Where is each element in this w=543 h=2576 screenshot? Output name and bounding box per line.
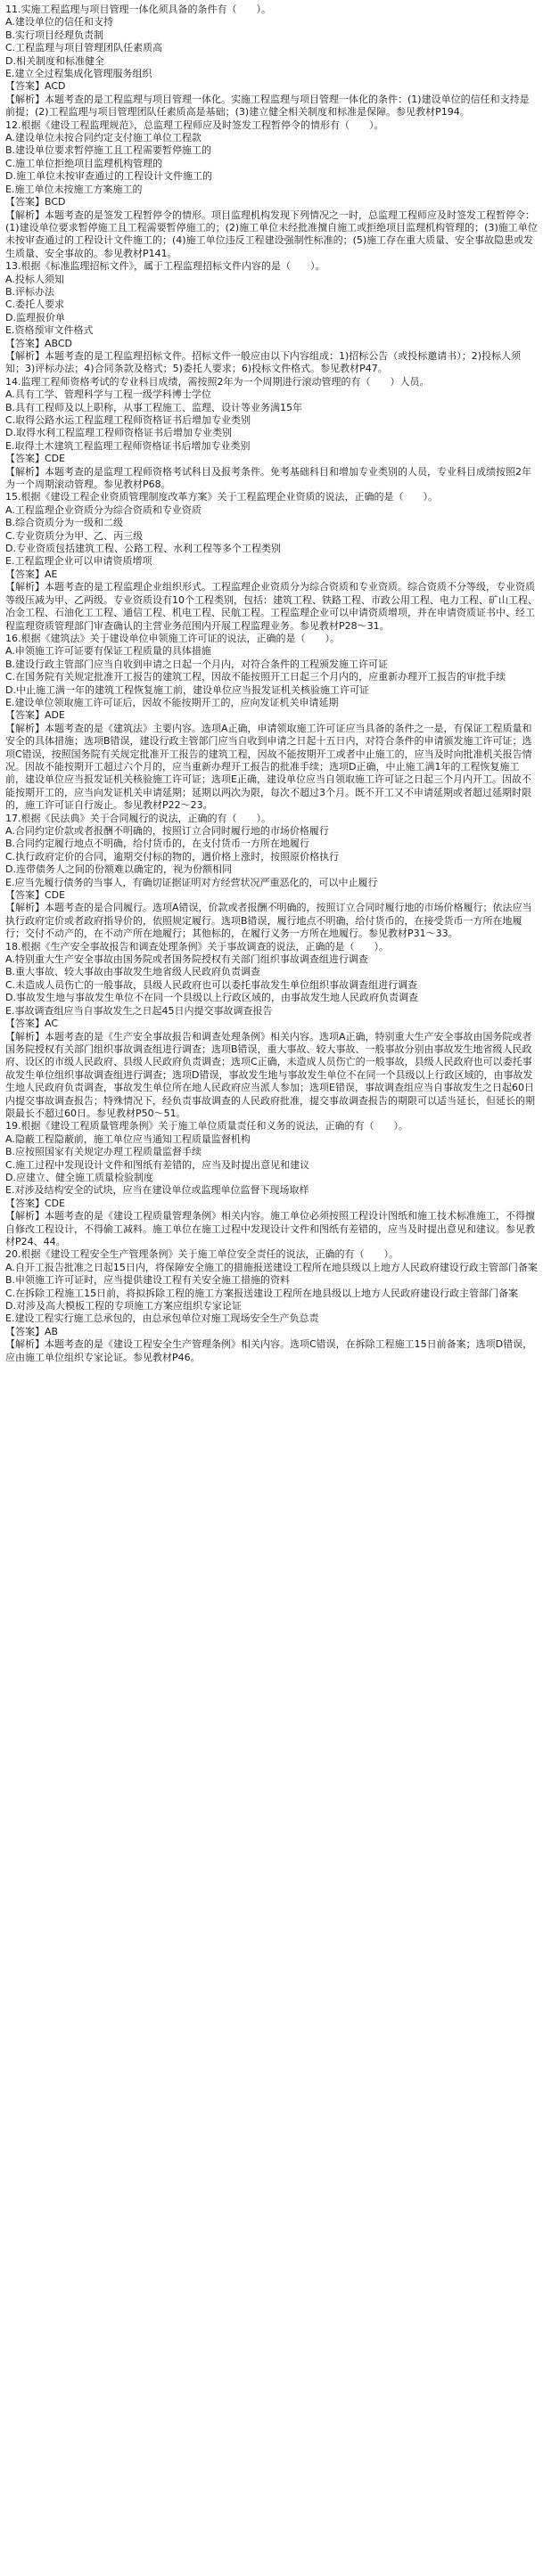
option-e: E.取得土木建筑工程监理工程师资格证书后增加专业类别 xyxy=(5,439,251,452)
option-c: C.工程监理与项目管理团队任素质高 xyxy=(5,42,163,54)
option-e: E.应当先履行债务的当事人，有确切证据证明对方经营状况严重恶化的，可以中止履行 xyxy=(5,876,378,888)
answer-line xyxy=(5,453,538,465)
question-item xyxy=(5,376,538,492)
answer-line xyxy=(5,568,538,581)
answer-line xyxy=(5,1198,538,1210)
option-b: B.实行项目经理负责制 xyxy=(5,29,104,41)
analysis-label: 【解析】 xyxy=(5,581,45,593)
question-stem: 13.根据《标准监理招标文件》，属于工程监理招标文件内容的是（ ）。 xyxy=(5,260,325,273)
option-c: C.在拆除工程施工15日前，将拟拆除工程的施工方案报送建设工程所在地县级以上地方人民政府建设行政主管部门备案 xyxy=(5,1287,519,1299)
answer-value: CDE xyxy=(45,1197,66,1209)
question-stem: 19.根据《建设工程质量管理条例》关于施工单位质量责任和义务的说法，正确的有（ ）。 xyxy=(5,1120,408,1133)
option-d: D.连带债务人之间的份额难以确定的，视为份额相同 xyxy=(5,863,232,876)
analysis-label: 【解析】 xyxy=(5,209,45,221)
analysis-text: 本题考查的是合同履行。选项A错误，价款或者报酬不明确的，按照订立合同时履行地的市场价格履行；依法应当执行政府定价或者政府指导价的，依照规定履行。选项B错误，履行地点不明确，给付货币的，在接受货币一方所在地履行；交付不动产的，在不动产所在地履行；其他标的，在履行义务一方所在地履行。参见教材P31～33。 xyxy=(5,902,532,940)
question-item xyxy=(5,1248,538,1364)
answer-line xyxy=(5,196,538,209)
answer-value: CDE xyxy=(45,453,66,465)
question-item xyxy=(5,941,538,1121)
option-e: E.事故调查组应当自事故发生之日起45日内提交事故调查报告 xyxy=(5,1004,273,1017)
answer-label: 【答案】 xyxy=(5,1325,45,1337)
option-e: E.建设单位领取施工许可证后，因故不能按期开工的，应向发证机关申请延期 xyxy=(5,696,339,708)
answer-label: 【答案】 xyxy=(5,196,45,209)
analysis-label: 【解析】 xyxy=(5,465,45,478)
answer-value: ADE xyxy=(45,709,65,722)
option-e: E.建设工程实行施工总承包的，由总承包单位对施工现场安全生产负总责 xyxy=(5,1313,319,1325)
question-stem: 14.监理工程师资格考试的专业科目成绩，需按照2年为一个周期进行滚动管理的有（ ）人员。 xyxy=(5,375,430,388)
question-item xyxy=(5,4,538,119)
analysis-label: 【解析】 xyxy=(5,1338,45,1351)
option-d: D.对涉及高大模板工程的专项施工方案应组织专家论证 xyxy=(5,1300,242,1313)
option-b: B.重大事故、较大事故由事故发生地省级人民政府负责调查 xyxy=(5,966,261,978)
option-e: E.建立全过程集成化管理服务组织 xyxy=(5,68,152,80)
question-stem: 17.根据《民法典》关于合同履行的说法，正确的有（ ）。 xyxy=(5,812,271,824)
question-item xyxy=(5,633,538,813)
analysis xyxy=(5,350,538,376)
analysis-text: 本题考查的是监理工程师资格考试科目及报考条件。免考基础科目和增加专业类别的人员，专业科目成绩按照2年为一个周期滚动管理。参见教材P68。 xyxy=(5,465,531,491)
option-c: C.取得公路水运工程监理工程师资格证书后增加专业类别 xyxy=(5,414,251,426)
answer-label: 【答案】 xyxy=(5,453,45,465)
analysis xyxy=(5,1338,538,1364)
question-item xyxy=(5,260,538,376)
analysis xyxy=(5,209,538,261)
option-b: B.具有工程师及以上职称，从事工程施工、监理、设计等业务满15年 xyxy=(5,401,303,413)
answer-line xyxy=(5,889,538,902)
option-b: B.建设行政主管部门应当自收到申请之日起一个月内，对符合条件的工程颁发施工许可证 xyxy=(5,658,389,670)
option-d: D.施工单位未按审查通过的工程设计文件施工的 xyxy=(5,170,212,183)
analysis xyxy=(5,466,538,492)
option-b: B.申领施工许可证时，应当提供建设工程有关安全施工措施的资料 xyxy=(5,1274,291,1287)
option-c: C.专业资质分为甲、乙、丙三级 xyxy=(5,529,144,542)
option-d: D.监理报价单 xyxy=(5,311,65,323)
analysis xyxy=(5,723,538,813)
option-a: A.投标人须知 xyxy=(5,273,64,285)
option-d: D.中止施工满一年的建筑工程恢复施工前，建设单位应当报发证机关核验施工许可证 xyxy=(5,683,369,696)
answer-label: 【答案】 xyxy=(5,1197,45,1209)
option-b: B.建设单位要求暂停施工且工程需要暂停施工的 xyxy=(5,144,212,157)
option-a: A.申领施工许可证要有保证工程质量的具体措施 xyxy=(5,645,211,658)
analysis-text: 本题考查的是《生产安全事故报告和调查处理条例》相关内容。选项A正确，特别重大生产安全事故由国务院或者国务院授权有关部门组织事故调查组进行调查；选项B错误，重大事故、较大事故、一般事故分别由事故发生地省级人民政府、设区的市级人民政府、县级人民政府负责调查；选项C正确，未造成人员伤亡的一般事故，县级人民政府也可以委托事故发生单位组织事故调查组进行调查；选项D错误，事故发生地与事故发生单位不在同一个县级以上行政区域的，由事故发生地人民政府负责调查，事故发生单位所在地人民政府应当派人参加；选项E错误，事故调查组应当自事故发生之日起60日内提交事故调查报告；特殊情况下，经负责事故调查的人民政府批准，提交事故调查报告的期限可以适当延长，但延长的期限最长不超过60日。参见教材P50～51。 xyxy=(5,1030,535,1119)
question-item xyxy=(5,813,538,941)
question-stem: 18.根据《生产安全事故报告和调查处理条例》关于事故调查的说法，正确的是（ ）。 xyxy=(5,940,389,953)
answer-line xyxy=(5,338,538,350)
option-a: A.合同约定价款或者报酬不明确的，按照订立合同时履行地的市场价格履行 xyxy=(5,825,329,837)
option-a: A.具有工学、管理科学与工程一级学科博士学位 xyxy=(5,388,211,401)
analysis xyxy=(5,94,538,119)
answer-line xyxy=(5,80,538,93)
analysis-text: 本题考查的是工程监理招标文件。招标文件一般应由以下内容组成：1)招标公告（或投标邀请书）；2)投标人须知；3)评标办法；4)合同条款及格式；5)委托人要求；6)投标文件格式。参见教材P47。 xyxy=(5,349,522,375)
analysis xyxy=(5,902,538,940)
option-d: D.取得水利工程监理工程师资格证书后增加专业类别 xyxy=(5,427,232,439)
option-e: E.对涉及结构安全的试块，应当在建设单位或监理单位监督下现场取样 xyxy=(5,1184,309,1197)
option-e: E.资格预审文件格式 xyxy=(5,324,94,337)
answer-label: 【答案】 xyxy=(5,80,45,93)
answer-value: BCD xyxy=(45,196,66,209)
analysis-text: 本题考查的是工程监理与项目管理一体化。实施工程监理与项目管理一体化的条件：(1)建设单位的信任和支持是前提；(2)工程监理与项目管理团队任素质高是基础；(3)建立健全相关制度和标准是保障。参见教材P194。 xyxy=(5,93,530,119)
question-stem: 15.根据《建设工程企业资质管理制度改革方案》关于工程监理企业资质的说法，正确的是（ ）。 xyxy=(5,491,438,503)
option-d: D.相关制度和标准健全 xyxy=(5,54,104,67)
option-d: D.应建立、健全施工质量检验制度 xyxy=(5,1171,153,1183)
analysis-label: 【解析】 xyxy=(5,349,45,362)
option-c: C.执行政府定价的合同，逾期交付标的物的，遇价格上涨时，按照原价格执行 xyxy=(5,850,340,863)
option-e: E.工程监理企业可以申请资质增项 xyxy=(5,555,152,568)
question-stem: 20.根据《建设工程安全生产管理条例》关于施工单位安全责任的说法，正确的有（ ）。 xyxy=(5,1248,399,1261)
option-a: A.建设单位的信任和支持 xyxy=(5,16,113,29)
option-b: B.评标办法 xyxy=(5,285,55,298)
analysis-text: 本题考查的是签发工程暂停令的情形。项目监理机构发现下列情况之一时，总监理工程师应及时签发工程暂停令：(1)建设单位要求暂停施工且工程需要暂停施工的；(2)施工单位未经批准擅自施工或拒绝项目监理机构管理的；(3)施工单位未按审查通过的工程设计文件施工的；(4)施工单位违反工程建设强制性标准的；(5)施工存在重大质量、安全事故隐患或发生质量、安全事故的。参见教材P141。 xyxy=(5,209,538,259)
option-a: A.隐蔽工程隐蔽前，施工单位应当通知工程质量监督机构 xyxy=(5,1133,251,1145)
answer-line xyxy=(5,1326,538,1338)
option-b: B.合同约定履行地点不明确，给付货币的，在支付货币一方所在地履行 xyxy=(5,838,310,850)
answer-value: AC xyxy=(45,1018,59,1030)
option-a: A.工程监理企业资质分为综合资质和专业资质 xyxy=(5,503,202,516)
question-stem: 16.根据《建筑法》关于建设单位申领施工许可证的说法，正确的是（ ）。 xyxy=(5,632,340,644)
answer-label: 【答案】 xyxy=(5,1018,45,1030)
answer-line xyxy=(5,709,538,722)
answer-label: 【答案】 xyxy=(5,709,45,722)
option-c: C.施工单位拒绝项目监理机构管理的 xyxy=(5,157,163,169)
analysis-text: 本题考查的是《建设工程安全生产管理条例》相关内容。选项C错误，在拆除工程施工15日前备案；选项D错误，应由施工单位组织专家论证。参见教材P46。 xyxy=(5,1338,533,1363)
answer-label: 【答案】 xyxy=(5,889,45,902)
analysis xyxy=(5,1210,538,1248)
analysis-label: 【解析】 xyxy=(5,93,45,105)
option-d: D.事故发生地与事故发生单位不在同一个县级以上行政区域的，由事故发生地人民政府负责调查 xyxy=(5,992,418,1004)
analysis-text: 本题考查的是工程监理企业组织形式。工程监理企业资质分为综合资质和专业资质。综合资质不分等级，专业资质等级压减为甲、乙两级。专业资质设有10个工程类别，包括：建筑工程、铁路工程、市政公用工程、电力工程、矿山工程、冶金工程、石油化工工程、通信工程、机电工程、民航工程。工程监理企业可以申请资质增项，并在申请资质证书中、经工程监理资质管理部门审查确认的主营业务范围内开展工程监理业务。参见教材P28～31。 xyxy=(5,581,538,632)
option-c: C.在国务院有关规定批准开工报告的建筑工程，因故不能按照开工日起三个月内的，应重新办理开工报告的审批手续 xyxy=(5,671,506,683)
question-stem: 12.根据《建设工程监理规范》，总监理工程师应及时签发工程暂停令的情形有（ ）。 xyxy=(5,119,384,131)
answer-value: AE xyxy=(45,568,58,580)
analysis-label: 【解析】 xyxy=(5,1210,45,1223)
analysis-label: 【解析】 xyxy=(5,722,45,734)
option-e: E.施工单位未按施工方案施工的 xyxy=(5,183,143,195)
analysis xyxy=(5,1031,538,1121)
answer-line xyxy=(5,1018,538,1030)
question-item xyxy=(5,1120,538,1248)
option-a: A.特别重大生产安全事故由国务院或者国务院授权有关部门组织事故调查组进行调查 xyxy=(5,953,368,966)
option-c: C.未造成人员伤亡的一般事故，县级人民政府也可以委托事故发生单位组织事故调查组进行调查 xyxy=(5,978,418,991)
option-c: C.施工过程中发现设计文件和图纸有差错的，应当及时提出意见和建议 xyxy=(5,1158,310,1171)
question-item xyxy=(5,119,538,260)
answer-label: 【答案】 xyxy=(5,568,45,580)
analysis-text: 本题考查的是《建筑法》主要内容。选项A正确，申请领取施工许可证应当具备的条件之一是，有保证工程质量和安全的具体措施；选项B错误，建设行政主管部门应当自收到申请之日起十五日内，对符合条件的申请颁发施工许可证；选项C错误，按照国务院有关规定批准开工报告的建筑工程，因故不能按期开工或者中止施工的，应当及时向批准机关报告情况。因故不能按期开工超过六个月的，应当重新办理开工报告的批准手续；选项D正确，中止施工满1年的工程恢复施工前，建设单位应当报发证机关核验施工许可证；选项E正确，建设单位应当自领取施工许可证之日起三个月内开工。因故不能按期开工的，应当向发证机关申请延期；延期以两次为限，每次不超过3个月。既不开工又不申请延期或者超过延期时限的，施工许可证自行废止。参见教材P22～23。 xyxy=(5,722,532,812)
answer-value: CDE xyxy=(45,889,66,902)
question-item xyxy=(5,491,538,632)
answer-value: ABCD xyxy=(45,337,73,349)
answer-label: 【答案】 xyxy=(5,337,45,349)
analysis-label: 【解析】 xyxy=(5,902,45,914)
analysis xyxy=(5,581,538,633)
question-stem: 11.实施工程监理与项目管理一体化须具备的条件有（ ）。 xyxy=(5,4,271,15)
answer-value: ACD xyxy=(45,80,66,93)
option-b: B.综合资质分为一级和二级 xyxy=(5,517,124,529)
option-a: A.自开工报告批准之日起15日内，将保障安全施工的措施报送建设工程所在地县级以上地方人民政府建设行政主管部门备案 xyxy=(5,1261,538,1273)
answer-value: AB xyxy=(45,1325,59,1337)
option-b: B.应按照国家有关规定办理工程质量监督手续 xyxy=(5,1146,202,1158)
analysis-label: 【解析】 xyxy=(5,1030,45,1043)
option-d: D.专业资质包括建筑工程、公路工程、水利工程等多个工程类别 xyxy=(5,543,281,555)
option-c: C.委托人要求 xyxy=(5,298,65,311)
option-a: A.建设单位未按合同约定支付施工单位工程款 xyxy=(5,132,202,144)
analysis-text: 本题考查的是《建设工程质量管理条例》相关内容。施工单位必须按照工程设计图纸和施工技术标准施工，不得擅自修改工程设计，不得偷工减料。施工单位在施工过程中发现设计文件和图纸有差错的，应当及时提出意见和建议。参见教材P24、44。 xyxy=(5,1210,535,1247)
